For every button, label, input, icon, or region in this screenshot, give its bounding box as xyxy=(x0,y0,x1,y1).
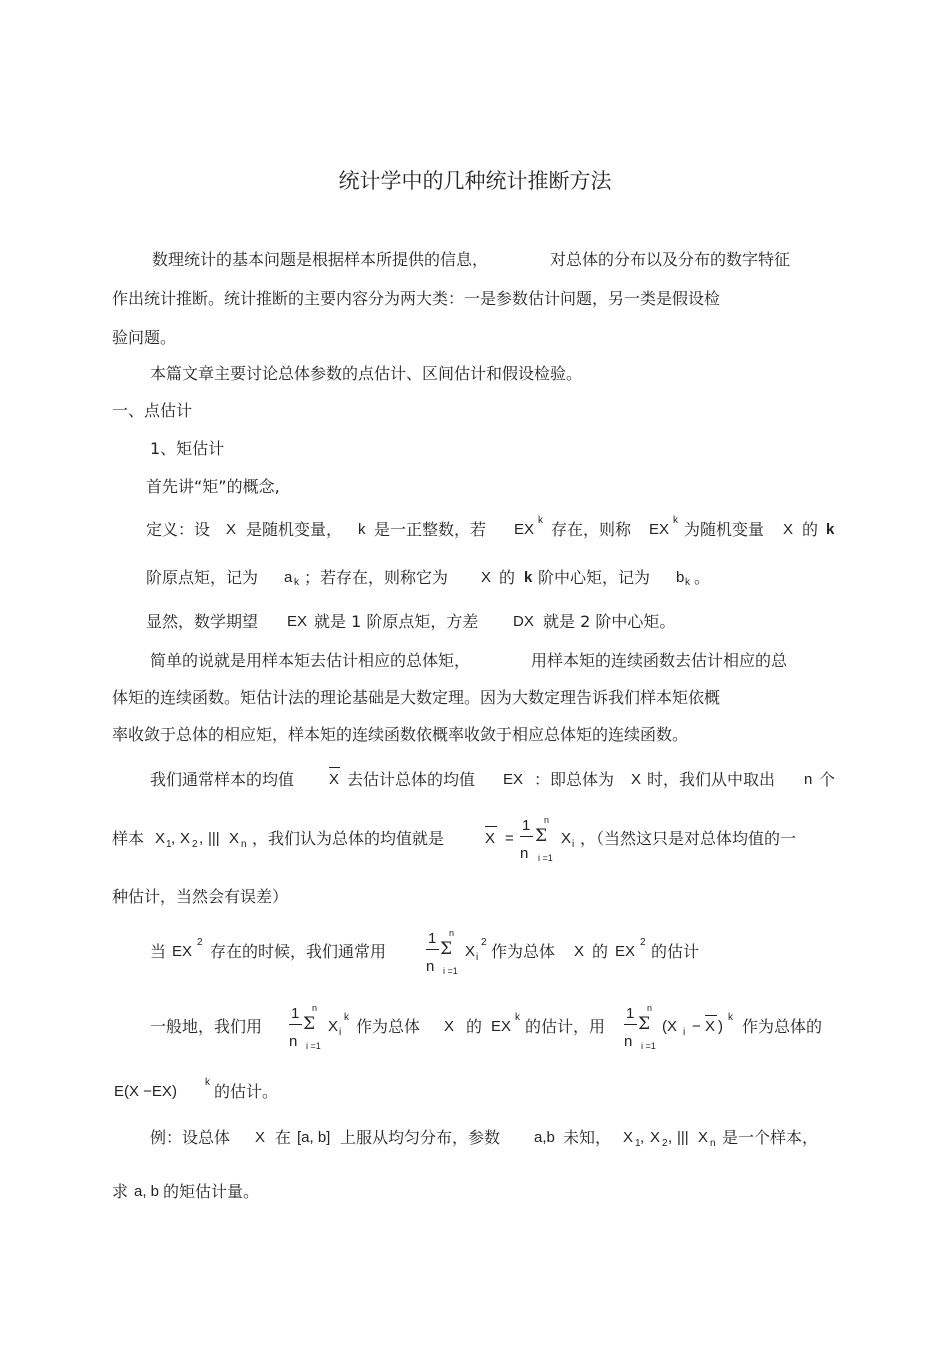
section-heading: 一、点估计 xyxy=(112,401,193,420)
def-text-c: 是一正整数，若 xyxy=(374,520,487,539)
obv-dx: DX xyxy=(513,613,534,630)
sample-seq-x1: X xyxy=(155,830,166,847)
ex-sub-1: 1 xyxy=(635,1138,641,1149)
gen-sum-sigma: Σ xyxy=(303,1014,316,1034)
ex-text-b: 在 xyxy=(275,1128,292,1147)
sample-sum-sigma: Σ xyxy=(535,826,548,846)
when-sup-2b: 2 xyxy=(481,937,487,948)
ex-sub-2: 2 xyxy=(662,1138,668,1149)
intro-line-1a: 数理统计的基本问题是根据样本所提供的信息， xyxy=(152,250,489,269)
gen-sum2-top: n xyxy=(647,1003,653,1013)
gen-text-b: 作为总体 xyxy=(356,1017,421,1036)
ex-line2-params: a, b xyxy=(134,1183,160,1200)
intro-line-3: 验问题。 xyxy=(112,328,177,347)
sample-ellipsis: ||| xyxy=(208,830,220,847)
ex-text-a: 例：设总体 xyxy=(150,1128,231,1147)
gen-text-c: 的 xyxy=(466,1017,483,1036)
gen-minus: − xyxy=(692,1018,701,1035)
def2-sym-a: a xyxy=(284,569,293,586)
gen-sum2-sigma: Σ xyxy=(638,1014,651,1034)
ex-comma-2: , xyxy=(668,1129,673,1146)
gen-line2-sup-k: k xyxy=(205,1077,210,1088)
mean-var-x: X xyxy=(631,771,642,788)
def2-text-b: ；若存在，则称它为 xyxy=(304,568,449,587)
ex-text-c: 上服从均匀分布，参数 xyxy=(340,1128,501,1147)
ex-var-x: X xyxy=(255,1129,266,1146)
def-var-k-bold: k xyxy=(826,521,835,538)
when-text-c: 作为总体 xyxy=(491,942,556,961)
sample-seq-x2: X xyxy=(180,830,191,847)
simple-line-1a: 简单的说就是用样本矩去估计相应的总体矩， xyxy=(150,651,471,670)
def2-text-c: 的 xyxy=(499,568,516,587)
when-frac-denominator: n xyxy=(426,958,435,975)
sample-frac-numerator: 1 xyxy=(522,817,531,834)
mean-ex: EX xyxy=(503,771,524,788)
sample-sub-2: 2 xyxy=(192,839,198,850)
when-text-a: 当 xyxy=(150,942,167,961)
ex-comma-1: , xyxy=(640,1129,645,1146)
mean-text-a: 我们通常样本的均值 xyxy=(150,770,295,789)
def2-sub-k: k xyxy=(294,577,299,588)
mean-text-d: 时，我们从中取出 xyxy=(647,770,776,789)
gen-xbar-overline xyxy=(705,1015,717,1016)
sample-frac-line xyxy=(520,836,533,837)
mean-xbar: X xyxy=(329,771,340,788)
gen-ex: EX xyxy=(491,1018,512,1035)
sample-sum-xi: X xyxy=(561,830,572,847)
gen-sum-bottom: i =1 xyxy=(306,1041,321,1051)
obv-text-a: 显然，数学期望 xyxy=(146,612,259,631)
when-sup-2: 2 xyxy=(197,937,203,948)
when-sum-bottom: i =1 xyxy=(443,966,458,976)
mean-xbar-overline xyxy=(329,767,340,768)
def2-var-x: X xyxy=(481,569,492,586)
mean-text-b: 去估计总体的均值 xyxy=(347,770,476,789)
when-text-e: 的估计 xyxy=(651,942,700,961)
gen-frac-denominator: n xyxy=(289,1033,298,1050)
when-ex: EX xyxy=(172,943,193,960)
gen-text-d: 的估计，用 xyxy=(525,1017,606,1036)
sample-frac-denominator: n xyxy=(520,845,529,862)
ex-line2-a: 求 xyxy=(112,1182,129,1201)
sample-xbar-overline xyxy=(485,826,497,827)
def-sup-k-2: k xyxy=(673,515,678,526)
ex-seq-x1: X xyxy=(623,1129,634,1146)
intro-line-2: 作出统计推断。统计推断的主要内容分为两大类：一是参数估计问题，另一类是假设检 xyxy=(112,289,721,308)
concept-line: 首先讲“矩”的概念, xyxy=(146,477,280,496)
obv-text-b: 就是 1 阶原点矩，方差 xyxy=(314,612,479,631)
def2-text-d: 阶中心矩，记为 xyxy=(538,568,651,587)
gen-xi: X xyxy=(328,1018,339,1035)
intro-paragraph-2: 本篇文章主要讨论总体参数的点估计、区间估计和假设检验。 xyxy=(150,364,583,383)
gen-text-e: 作为总体的 xyxy=(742,1017,823,1036)
sample-equals: = xyxy=(505,830,514,847)
mean-var-n: n xyxy=(804,771,813,788)
sample-comma-1: , xyxy=(171,830,176,847)
ex-text-e: 是一个样本， xyxy=(722,1128,819,1147)
gen-sum-top: n xyxy=(312,1003,318,1013)
simple-line-3: 率收敛于总体的相应矩，样本矩的连续函数依概率收敛于相应总体矩的连续函数。 xyxy=(112,725,689,744)
ex-line2-b: 的矩估计量。 xyxy=(163,1182,260,1201)
gen-xbar: X xyxy=(705,1018,716,1035)
gen-frac-numerator: 1 xyxy=(291,1005,300,1022)
sample-seq-xn: X xyxy=(229,830,240,847)
gen-frac2-line xyxy=(624,1024,637,1025)
sample-text-a: 样本 xyxy=(112,829,145,848)
simple-line-1b: 用样本矩的连续函数去估计相应的总 xyxy=(531,651,788,670)
gen-sub-i2: i xyxy=(683,1027,686,1038)
def-text-f: 的 xyxy=(802,520,819,539)
def-var-k: k xyxy=(358,521,366,538)
sample-sub-n: n xyxy=(241,839,247,850)
ex-sub-n: n xyxy=(710,1138,716,1149)
ex-text-d: 未知， xyxy=(563,1128,612,1147)
def-text-d: 存在，则称 xyxy=(551,520,632,539)
when-text-d: 的 xyxy=(592,942,609,961)
when-sum-sigma: Σ xyxy=(440,939,453,959)
def-text-e: 为随机变量 xyxy=(684,520,765,539)
gen-line2-expr: E(X −EX) xyxy=(114,1083,177,1100)
def-var-x-2: X xyxy=(783,521,794,538)
gen-paren-xi: (X xyxy=(662,1018,677,1035)
ex-seq-xn: X xyxy=(698,1129,709,1146)
def2-text-a: 阶原点矩，记为 xyxy=(146,568,259,587)
gen-sup-k2: k xyxy=(515,1012,520,1023)
when-text-b: 存在的时候，我们通常用 xyxy=(210,942,387,961)
subsection-heading: 1、矩估计 xyxy=(150,439,225,458)
def-text-b: 是随机变量， xyxy=(246,520,343,539)
when-sub-i: i xyxy=(476,952,479,963)
gen-text-a: 一般地，我们用 xyxy=(150,1017,263,1036)
ex-interval: [a, b] xyxy=(297,1129,331,1146)
ex-params: a,b xyxy=(534,1129,555,1146)
def2-sym-b: b xyxy=(676,569,685,586)
def-sup-k: k xyxy=(538,515,543,526)
document-title: 统计学中的几种统计推断方法 xyxy=(338,169,612,193)
sample-sum-sub-i: i xyxy=(572,839,575,850)
sample-formula-xbar: X xyxy=(485,830,496,847)
mean-text-c: ：即总体为 xyxy=(534,770,615,789)
def-var-x: X xyxy=(226,521,237,538)
when-var-x: X xyxy=(574,943,585,960)
gen-sub-i: i xyxy=(339,1027,342,1038)
sample-line-2: 种估计，当然会有误差） xyxy=(112,887,289,906)
gen-frac2-denominator: n xyxy=(624,1033,633,1050)
when-ex-2: EX xyxy=(615,943,636,960)
ex-ellipsis: ||| xyxy=(677,1129,689,1146)
when-frac-line xyxy=(426,949,439,950)
def2-sub-k-2: k xyxy=(685,577,690,588)
when-sup-2c: 2 xyxy=(640,937,646,948)
gen-frac2-numerator: 1 xyxy=(626,1005,635,1022)
when-frac-numerator: 1 xyxy=(428,930,437,947)
sample-sum-top: n xyxy=(544,815,550,825)
def-ex: EX xyxy=(514,521,535,538)
sample-comma-2: , xyxy=(199,830,204,847)
def2-var-k-bold: k xyxy=(524,569,533,586)
def-ex-2: EX xyxy=(649,521,670,538)
gen-line2-end: 的估计。 xyxy=(214,1082,279,1101)
sample-sum-bottom: i =1 xyxy=(538,853,553,863)
sample-text-b: ，我们认为总体的均值就是 xyxy=(252,829,445,848)
obv-ex: EX xyxy=(287,613,308,630)
gen-sup-k3: k xyxy=(728,1012,733,1023)
when-xi: X xyxy=(465,943,476,960)
when-sum-top: n xyxy=(449,928,455,938)
ex-seq-x2: X xyxy=(650,1129,661,1146)
intro-line-1b: 对总体的分布以及分布的数字特征 xyxy=(550,250,791,269)
def2-end: 。 xyxy=(694,568,711,587)
gen-sum2-bottom: i =1 xyxy=(641,1041,656,1051)
gen-close-paren: ) xyxy=(718,1018,723,1035)
sample-text-c: ，（当然这只是对总体均值的一 xyxy=(580,829,797,848)
def-text-a: 定义：设 xyxy=(146,520,211,539)
gen-frac-line xyxy=(289,1024,302,1025)
gen-sup-k: k xyxy=(344,1012,349,1023)
sample-sub-1: 1 xyxy=(166,839,172,850)
mean-text-e: 个 xyxy=(819,770,836,789)
gen-var-x: X xyxy=(444,1018,455,1035)
obv-text-c: 就是 2 阶中心矩。 xyxy=(543,612,676,631)
simple-line-2: 体矩的连续函数。矩估计法的理论基础是大数定理。因为大数定理告诉我们样本矩依概 xyxy=(112,688,721,707)
